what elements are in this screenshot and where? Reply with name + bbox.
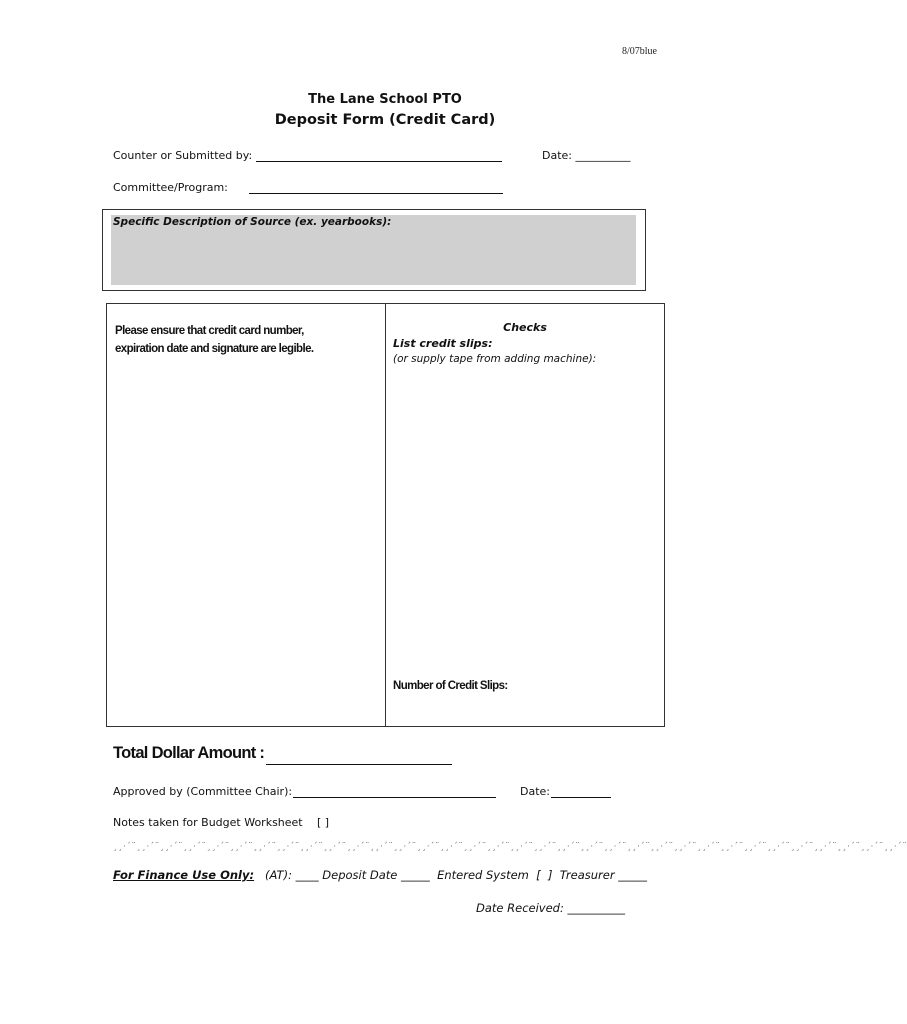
committee-field[interactable] bbox=[249, 193, 503, 194]
budget-notes-checkbox[interactable]: [ ] bbox=[317, 816, 330, 829]
organization-title: The Lane School PTO bbox=[308, 92, 462, 107]
number-of-slips-label: Number of Credit Slips: bbox=[393, 680, 508, 692]
decorative-divider: ¸¸·´¨¸¸·´¨¸¸·´¨¸¸·´¨¸¸·´¨¸¸·´¨¸¸·´¨¸¸·´¨¸¸·´¨¸¸·´¨¸¸·´¨¸¸·´¨¸¸·´¨¸¸·´¨¸¸·´¨¸¸·´¨¸¸·´¨¸¸·´¨¸¸·´¨¸¸·´¨¸¸·´¨¸¸·´¨¸¸·´¨¸¸·´¨¸¸·´¨¸¸·´¨¸¸·´¨¸¸·´¨¸¸·´¨¸¸·´¨¸¸·´¨¸¸·´¨¸¸·´¨¸¸·´¨ bbox=[113, 842, 907, 852]
credit-slips-heading: List credit slips: bbox=[393, 337, 493, 350]
finance-use-line bbox=[113, 868, 647, 882]
legibility-note-line1: Please ensure that credit card number, bbox=[115, 325, 304, 337]
version-tag: 8/07blue bbox=[622, 46, 657, 57]
counter-field[interactable] bbox=[256, 161, 502, 162]
credit-slips-box bbox=[106, 303, 665, 727]
counter-label: Counter or Submitted by: bbox=[113, 149, 253, 162]
total-amount-field[interactable] bbox=[266, 764, 452, 765]
date-received: Date Received: __________ bbox=[476, 901, 626, 915]
checks-heading: Checks bbox=[503, 321, 547, 334]
total-amount-label: Total Dollar Amount : bbox=[113, 744, 265, 762]
legibility-note-line2: expiration date and signature are legible. bbox=[115, 343, 314, 355]
form-title: Deposit Form (Credit Card) bbox=[274, 112, 496, 128]
committee-label: Committee/Program: bbox=[113, 181, 228, 194]
description-box bbox=[102, 209, 646, 291]
finance-use-label: For Finance Use Only: bbox=[113, 868, 255, 882]
description-label: Specific Description of Source (ex. yearbooks): bbox=[113, 216, 392, 228]
legibility-note bbox=[115, 322, 313, 358]
approved-date-label: Date: bbox=[520, 785, 550, 798]
credit-slips-subheading: (or supply tape from adding machine): bbox=[393, 353, 597, 365]
date-label: Date: __________ bbox=[542, 149, 631, 162]
approved-by-field[interactable] bbox=[293, 797, 496, 798]
approved-by-label: Approved by (Committee Chair): bbox=[113, 785, 293, 798]
finance-use-fields: (AT): ____ Deposit Date _____ Entered System [ ] Treasurer _____ bbox=[254, 868, 647, 882]
budget-notes-label: Notes taken for Budget Worksheet bbox=[113, 816, 303, 829]
approved-date-field[interactable] bbox=[551, 797, 611, 798]
column-divider bbox=[385, 304, 386, 726]
